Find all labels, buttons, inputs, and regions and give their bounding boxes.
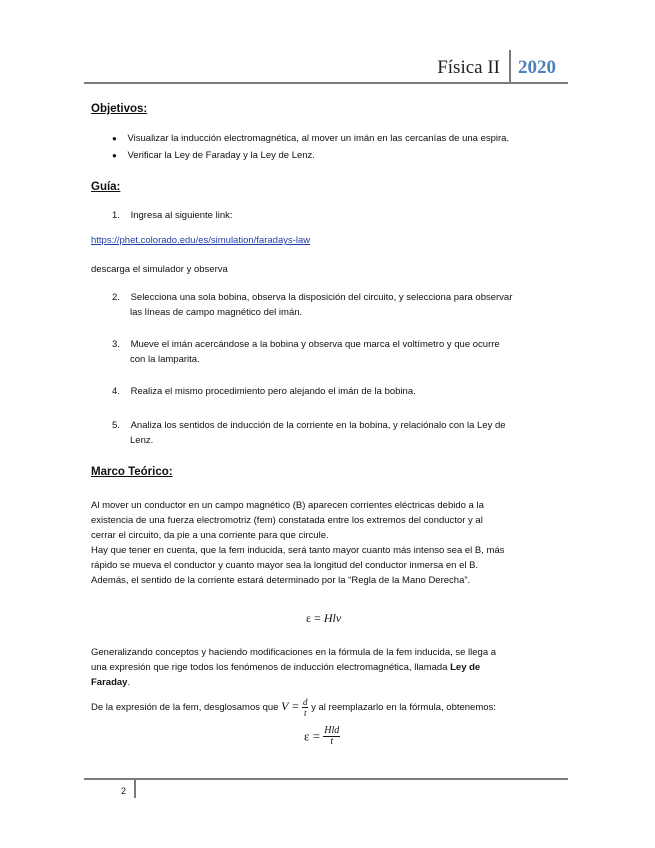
law-name: Ley de bbox=[450, 662, 481, 673]
paragraph-text: una expresión que rige todos los fenómenos de inducción electromagnética, llamada bbox=[91, 662, 448, 673]
footer-rule bbox=[84, 778, 568, 780]
guia-step-1 bbox=[112, 208, 233, 223]
step-text: Analiza los sentidos de inducción de la corriente en la bobina, y relaciónalo con la Ley de bbox=[130, 420, 506, 431]
paragraph-line: Al mover un conductor en un campo magnético (B) aparecen corrientes eléctricas debido a la bbox=[91, 500, 484, 511]
paragraph-line: rápido se mueva el conductor y cuanto mayor sea la longitud del conductor inmersa en el B. bbox=[91, 560, 479, 571]
objetivos-bullet-1 bbox=[112, 131, 509, 146]
bullet-icon: ● bbox=[112, 151, 117, 160]
step-text-cont: con la lamparita. bbox=[130, 354, 200, 365]
fraction-numerator: d bbox=[302, 696, 308, 707]
step-text-cont: las líneas de campo magnético del imán. bbox=[130, 307, 303, 318]
paragraph-line: existencia de una fuerza electromotriz (fem) constatada entre los extremos del conductor y al bbox=[91, 515, 483, 526]
guia-note: descarga el simulador y observa bbox=[91, 264, 228, 275]
step-text: Realiza el mismo procedimiento pero alejando el imán de la bobina. bbox=[130, 386, 416, 397]
step-number: 2. bbox=[112, 292, 120, 303]
paragraph-end: . bbox=[127, 677, 131, 688]
guia-heading: Guía: bbox=[91, 181, 121, 193]
paragraph-line: Generalizando conceptos y haciendo modificaciones en la fórmula de la fem inducida, se llega a bbox=[91, 647, 497, 658]
page-number: 2 bbox=[121, 786, 127, 796]
marco-paragraph-4 bbox=[91, 695, 571, 719]
footer-separator bbox=[134, 778, 136, 798]
guia-step-4 bbox=[112, 384, 416, 399]
phet-link[interactable]: https://phet.colorado.edu/es/simulation/faradays-law bbox=[91, 235, 311, 246]
guia-step-3 bbox=[112, 337, 564, 367]
fraction-denominator: t bbox=[303, 707, 307, 718]
step-number: 1. bbox=[112, 210, 120, 221]
guia-step-5 bbox=[112, 418, 564, 448]
objetivos-heading: Objetivos: bbox=[91, 103, 148, 115]
paragraph-line: cerrar el circuito, da pie a una corriente para que circule. bbox=[91, 530, 329, 541]
formula-faraday bbox=[304, 726, 340, 747]
paragraph-line-with-bold bbox=[91, 660, 565, 675]
formula-rhs: Hlv bbox=[323, 611, 342, 625]
objetivo-text: Visualizar la inducción electromagnética, al mover un imán en las cercanías de una espira. bbox=[127, 133, 510, 144]
fraction-denominator: t bbox=[330, 736, 334, 747]
header-separator bbox=[509, 50, 511, 84]
paragraph-text: y al reemplazarlo en la fórmula, obtenemos: bbox=[311, 702, 496, 713]
velocity-var: V = bbox=[281, 699, 300, 713]
step-number: 3. bbox=[112, 339, 120, 350]
formula-lhs: ε = bbox=[304, 728, 321, 744]
faraday-fraction bbox=[323, 726, 340, 747]
paragraph-line: Además, el sentido de la corriente estará determinado por la “Regla de la Mano Derecha”. bbox=[91, 575, 471, 586]
formula-lhs: ε = bbox=[306, 611, 321, 625]
step-text: Ingresa al siguiente link: bbox=[130, 210, 233, 221]
marco-heading: Marco Teórico: bbox=[91, 466, 173, 478]
objetivos-bullet-2 bbox=[112, 148, 315, 163]
step-number: 5. bbox=[112, 420, 120, 431]
paragraph-line: Hay que tener en cuenta, que la fem inducida, será tanto mayor cuanto más intenso sea el B, más bbox=[91, 545, 505, 556]
bullet-icon: ● bbox=[112, 134, 117, 143]
header-year: 2020 bbox=[518, 57, 556, 78]
formula-fem bbox=[306, 611, 341, 626]
fraction-numerator: Hld bbox=[324, 725, 340, 736]
header-rule bbox=[84, 82, 568, 84]
velocity-fraction bbox=[302, 697, 309, 718]
step-text: Selecciona una sola bobina, observa la disposición del circuito, y selecciona para observar bbox=[130, 292, 513, 303]
paragraph-text: De la expresión de la fem, desglosamos que bbox=[91, 702, 279, 713]
header-title: Física II bbox=[437, 57, 500, 78]
guia-step-2 bbox=[112, 290, 572, 320]
law-name-cont: Faraday bbox=[91, 677, 128, 688]
marco-paragraph-3 bbox=[91, 645, 565, 690]
paragraph-line bbox=[91, 675, 565, 690]
objetivo-text: Verificar la Ley de Faraday y la Ley de Lenz. bbox=[127, 150, 315, 161]
step-text-cont: Lenz. bbox=[130, 435, 154, 446]
step-text: Mueve el imán acercándose a la bobina y observa que marca el voltímetro y que ocurre bbox=[130, 339, 500, 350]
step-number: 4. bbox=[112, 386, 120, 397]
marco-paragraph-1 bbox=[91, 498, 565, 588]
